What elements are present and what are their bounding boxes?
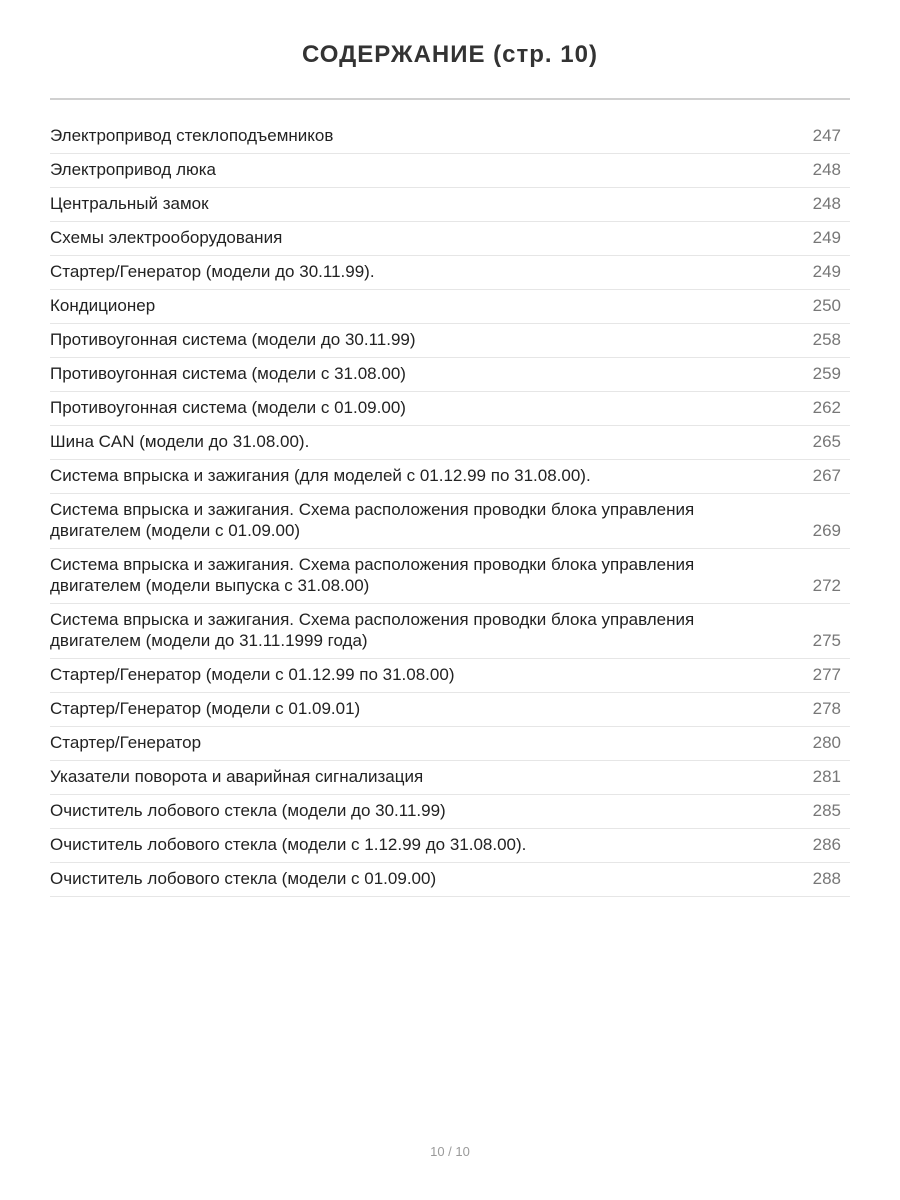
toc-entry-page: 262 <box>812 398 841 417</box>
toc-entry-page: 288 <box>812 869 841 888</box>
toc-entry[interactable] <box>50 188 850 222</box>
toc-entry-page: 286 <box>812 835 841 854</box>
toc-entry-title: Система впрыска и зажигания. Схема расположения проводки блока управления двигателем (модели выпуска с 31.08.00) <box>50 555 695 595</box>
toc-entry[interactable] <box>50 256 850 290</box>
toc-entry-title: Система впрыска и зажигания (для моделей с 01.12.99 по 31.08.00). <box>50 466 591 485</box>
page-header <box>50 0 850 100</box>
page-indicator: 10 / 10 <box>430 1144 470 1159</box>
toc-entry-title: Указатели поворота и аварийная сигнализация <box>50 767 424 786</box>
toc-entry[interactable] <box>50 120 850 154</box>
toc-entry-page: 281 <box>812 767 841 786</box>
toc-entry-page: 259 <box>812 364 841 383</box>
toc-entry[interactable] <box>50 324 850 358</box>
toc-entry-title: Очиститель лобового стекла (модели с 1.12.99 до 31.08.00). <box>50 835 527 854</box>
toc-entry-page: 285 <box>812 801 841 820</box>
toc-entry-page: 248 <box>812 160 841 179</box>
toc-entry-page: 247 <box>812 126 841 145</box>
toc-entry[interactable] <box>50 549 850 604</box>
toc-entry-page: 277 <box>812 665 841 684</box>
toc-entry-title: Электропривод люка <box>50 160 217 179</box>
toc-entry-page: 258 <box>812 330 841 349</box>
toc-entry[interactable] <box>50 154 850 188</box>
toc-entry[interactable] <box>50 460 850 494</box>
toc-entry[interactable] <box>50 290 850 324</box>
toc-entry-title: Система впрыска и зажигания. Схема расположения проводки блока управления двигателем (модели с 01.09.00) <box>50 500 695 540</box>
toc-entry[interactable] <box>50 693 850 727</box>
toc-entry[interactable] <box>50 604 850 659</box>
toc-entry-title: Противоугонная система (модели с 31.08.00) <box>50 364 406 383</box>
toc-entry[interactable] <box>50 863 850 897</box>
toc-entry-title: Стартер/Генератор (модели с 01.09.01) <box>50 699 361 718</box>
toc-entry-title: Очиститель лобового стекла (модели с 01.09.00) <box>50 869 437 888</box>
toc-entry[interactable] <box>50 358 850 392</box>
toc-entry-title: Очиститель лобового стекла (модели до 30.11.99) <box>50 801 446 820</box>
toc-entry-page: 275 <box>812 631 841 650</box>
toc-entry-title: Шина CAN (модели до 31.08.00). <box>50 432 310 451</box>
toc-entry-page: 267 <box>812 466 841 485</box>
toc-entry[interactable] <box>50 761 850 795</box>
toc-entry-page: 265 <box>812 432 841 451</box>
toc-entry-title: Схемы электрооборудования <box>50 228 283 247</box>
toc-entry-page: 250 <box>812 296 841 315</box>
toc-entry[interactable] <box>50 829 850 863</box>
toc-entry-title: Электропривод стеклоподъемников <box>50 126 334 145</box>
toc-entry[interactable] <box>50 494 850 549</box>
toc-entry-title: Кондиционер <box>50 296 156 315</box>
toc-entry-page: 272 <box>812 576 841 595</box>
toc-entry[interactable] <box>50 392 850 426</box>
page-title: СОДЕРЖАНИЕ (стр. 10) <box>302 41 598 68</box>
toc-entry[interactable] <box>50 795 850 829</box>
toc-entry-title: Стартер/Генератор <box>50 733 202 752</box>
toc-entry-page: 249 <box>812 228 841 247</box>
toc-entry-page: 249 <box>812 262 841 281</box>
toc-entry-page: 278 <box>812 699 841 718</box>
toc-entry-page: 269 <box>812 521 841 540</box>
toc-entry-page: 248 <box>812 194 841 213</box>
toc-entry[interactable] <box>50 222 850 256</box>
toc-entry[interactable] <box>50 659 850 693</box>
toc-entry-title: Противоугонная система (модели до 30.11.99) <box>50 330 416 349</box>
toc-entry-title: Противоугонная система (модели с 01.09.00) <box>50 398 406 417</box>
toc-entry-page: 280 <box>812 733 841 752</box>
toc-entry[interactable] <box>50 426 850 460</box>
toc-entry-title: Стартер/Генератор (модели с 01.12.99 по 31.08.00) <box>50 665 455 684</box>
toc-entry-title: Система впрыска и зажигания. Схема расположения проводки блока управления двигателем (модели до 31.11.1999 года) <box>50 610 695 650</box>
toc-entry-title: Центральный замок <box>50 194 209 213</box>
toc-entry[interactable] <box>50 727 850 761</box>
table-of-contents <box>50 120 850 897</box>
toc-entry-title: Стартер/Генератор (модели до 30.11.99). <box>50 262 375 281</box>
